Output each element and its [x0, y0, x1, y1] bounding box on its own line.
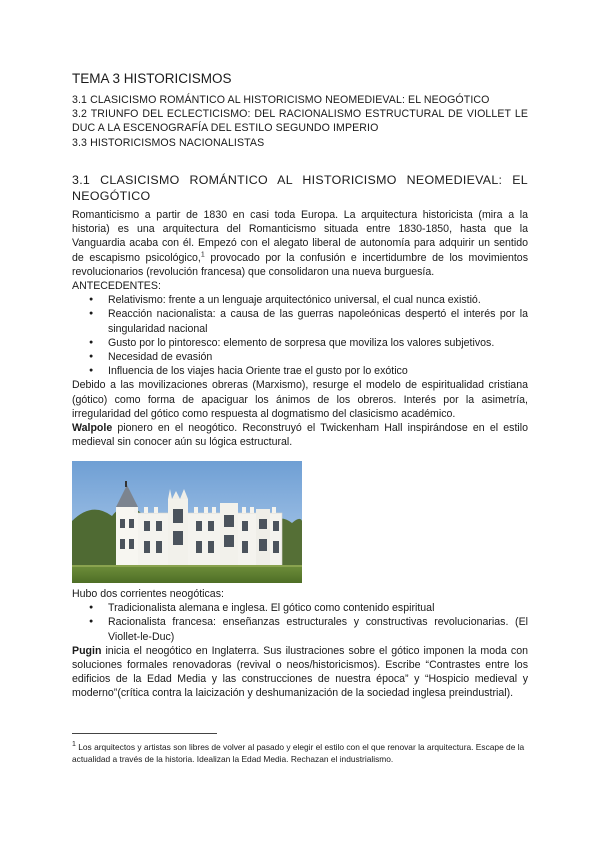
list-item: ● Necesidad de evasión [72, 350, 528, 364]
footnote [72, 741, 528, 765]
list-item: ● Reacción nacionalista: a causa de las guerras napoleónicas despertó el interés por la singularidad nacional [72, 307, 528, 335]
antecedentes-list [72, 293, 528, 378]
list-item: ● Tradicionalista alemana e inglesa. El gótico como contenido espiritual [72, 601, 528, 615]
pugin-name: Pugin [72, 644, 102, 657]
section-heading: 3.1 CLASICISMO ROMÁNTICO AL HISTORICISMO NEOMEDIEVAL: EL NEOGÓTICO [72, 173, 528, 203]
list-item: ● Gusto por lo pintoresco: elemento de sorpresa que moviliza los valores subjetivos. [72, 336, 528, 350]
strawberry-hill-photo [72, 461, 302, 583]
toc-item: 3.1 CLASICISMO ROMÁNTICO AL HISTORICISMO NEOMEDIEVAL: EL NEOGÓTICO [72, 94, 490, 106]
walpole-name: Walpole [72, 422, 113, 435]
intro-text-b: provocado por la confusión e incertidumbre de los movimientos revolucionarios (revolución francesa) que consolidaron una nueva burguesía. [72, 251, 528, 278]
document-title: TEMA 3 HISTORICISMOS [72, 71, 232, 86]
footnote-divider [72, 733, 217, 734]
pugin-paragraph [72, 644, 528, 701]
footnote-number: 1 [72, 741, 76, 749]
pugin-text: inicia el neogótico en Inglaterra. Sus ilustraciones sobre el gótico imponen la moda con soluciones formales renovadoras (revival o neos/historicismos). Escribe “Contrastes entre los edificios de la Edad Media y las construcciones de nuestra época” y “Hospicio medieval y moderno”(crítica contra la laicización y deshumanización de la sociedad inglesa preindustrial). [72, 644, 528, 700]
table-of-contents [72, 93, 528, 150]
list-item: ● Racionalista francesa: enseñanzas estructurales y constructivas revolucionarias. (El Viollet-le-Duc) [72, 615, 528, 643]
footnote-reference[interactable]: 1 [200, 251, 205, 259]
list-item: ● Influencia de los viajes hacia Oriente trae el gusto por lo exótico [72, 364, 528, 378]
footnote-text: Los arquitectos y artistas son libres de volver al pasado y elegir el estilo con el que renovar la arquitectura. Escape de la actualidad a través de la historia. Idealizan la Edad Media. Rechazan el industrialismo. [72, 742, 525, 764]
body-block-1 [72, 208, 528, 449]
intro-text-a: Romanticismo a partir de 1830 en casi toda Europa. La arquitectura historicista (mira a la historia) es una arquitectura del Romanticismo situada entre 1830-1850, hasta que la Vanguardia acaba con él. Empezó con el alegato liberal de autonomía para adquirir un sentido de escapismo psicológico, [72, 209, 528, 264]
toc-item: 3.3 HISTORICISMOS NACIONALISTAS [72, 136, 265, 149]
walpole-paragraph [72, 421, 528, 449]
walpole-text: pionero en el neogótico. Reconstruyó el Twickenham Hall inspirándose en el estilo medieval sin conocer aún su lógica estructural. [72, 422, 528, 449]
corrientes-intro: Hubo dos corrientes neogóticas: [72, 588, 224, 600]
movilizaciones-paragraph: Debido a las movilizaciones obreras (Marxismo), resurge el modelo de espiritualidad cristiana (gótico) como forma de apaciguar los ánimos de los obreros. Interés por la asimetría, irregularidad del gótico como respuesta al dogmatismo del clasicismo académico. [72, 379, 528, 420]
body-block-2 [72, 587, 528, 701]
gothic-castle-image [72, 461, 302, 583]
antecedentes-label: ANTECEDENTES: [72, 280, 161, 293]
intro-paragraph [72, 208, 528, 279]
list-item: ● Relativismo: frente a un lenguaje arquitectónico universal, el cual nunca existió. [72, 293, 528, 307]
toc-item: 3.2 TRIUNFO DEL ECLECTICISMO: DEL RACIONALISMO ESTRUCTURAL DE VIOLLET LE DUC A LA ESCENOGRAFÍA DEL ESTILO SEGUNDO IMPERIO [72, 108, 528, 135]
corrientes-list [72, 601, 528, 644]
